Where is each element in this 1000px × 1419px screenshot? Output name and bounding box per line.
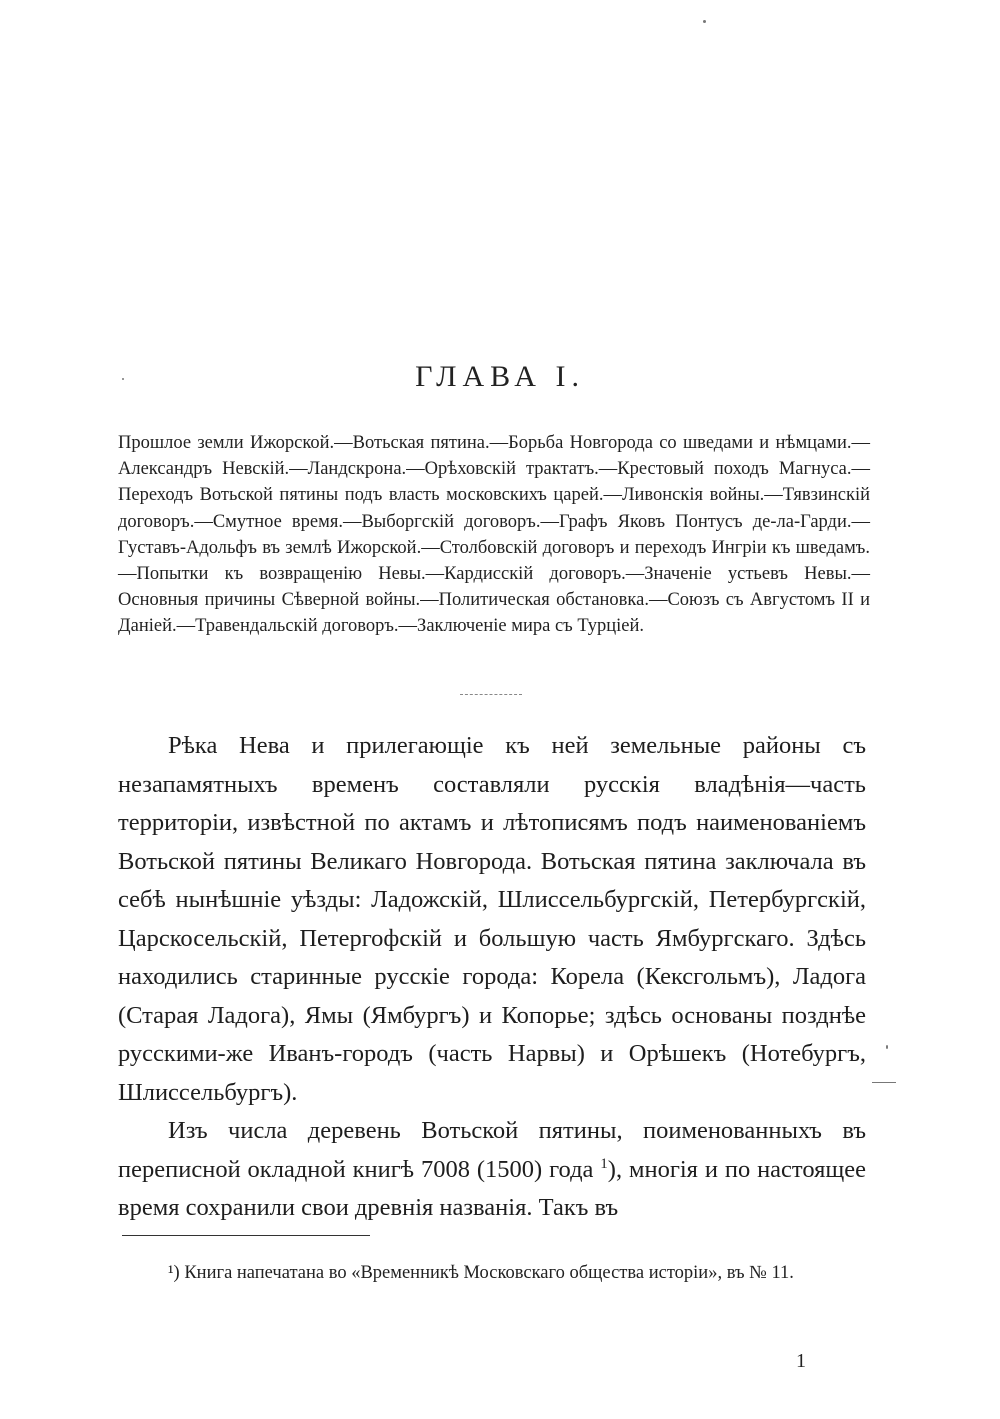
chapter-synopsis: Прошлое земли Ижорской.—Вотьская пятина.—Борьба Новгорода со шведами и нѣмцами.—Александръ Невскій.—Ландскрона.—Орѣховскій трактатъ.—Крестовый походъ Магнуса.—Переходъ Вотьской пятины подъ власть московскихъ царей.—Ливонскія войны.—Тявзинскій договоръ.—Смутное время.—Выборгскій договоръ.—Графъ Яковъ Понтусъ де-ла-Гарди.—Густавъ-Адольфъ въ землѣ Ижорской.—Столбовскій договоръ и переходъ Ингріи къ шведамъ.—Попытки къ возвращенію Невы.—Кардисскій договоръ.—Значеніе устьевъ Невы.—Основныя причины Сѣверной войны.—Политическая обстановка.—Союзъ съ Августомъ II и Даніей.—Травендальскій договоръ.—Заключеніе мира съ Турціей.	[118, 433, 870, 637]
scan-speck	[886, 1045, 888, 1049]
paragraph-1: Рѣка Нева и прилегающіе къ ней земельные районы съ незапамятныхъ временъ составляли русскія владѣнія—часть территоріи, извѣстной по актамъ и лѣтописямъ подъ наименованіемъ Вотьской пятины Великаго Новгорода. Вотьская пятина заключала въ себѣ нынѣшніе уѣзды: Ладожскій, Шлиссельбургскій, Петербургскій, Царскосельскій, Петергофскій и большую часть Ямбургскаго. Здѣсь находились старинные русскіе города: Корела (Кексгольмъ), Ладога (Старая Ладога), Ямы (Ямбургъ) и Копорье; здѣсь основаны позднѣе русскими-же Иванъ-городъ (часть Нарвы) и Орѣшекъ (Нотебургъ, Шлиссельбургъ).	[118, 732, 866, 1106]
scan-speck	[703, 20, 706, 23]
chapter-title: ГЛАВА I.	[415, 360, 585, 393]
footnote-marker: ¹)	[168, 1263, 180, 1283]
paragraph-2-end: ), многія и по настоящее время сохранили свои древнія названія. Такъ въ	[118, 1155, 866, 1221]
footnote-text: Книга напечатана во «Временникѣ Московскаго общества исторіи», въ № 11.	[184, 1263, 794, 1283]
footnote	[118, 1260, 868, 1287]
scan-speck	[122, 378, 124, 380]
paragraph-2-start: Изъ числа деревень Вотьской пятины, поименованныхъ въ переписной окладной книгѣ 7008 (1500) года	[118, 1117, 866, 1183]
section-separator	[460, 694, 522, 695]
main-text	[118, 727, 866, 1228]
page-number: 1	[796, 1350, 806, 1372]
footnote-divider	[122, 1235, 370, 1236]
footnote-reference: 1	[600, 1155, 608, 1172]
scan-speck	[872, 1082, 896, 1083]
paragraph-2	[118, 1112, 866, 1228]
